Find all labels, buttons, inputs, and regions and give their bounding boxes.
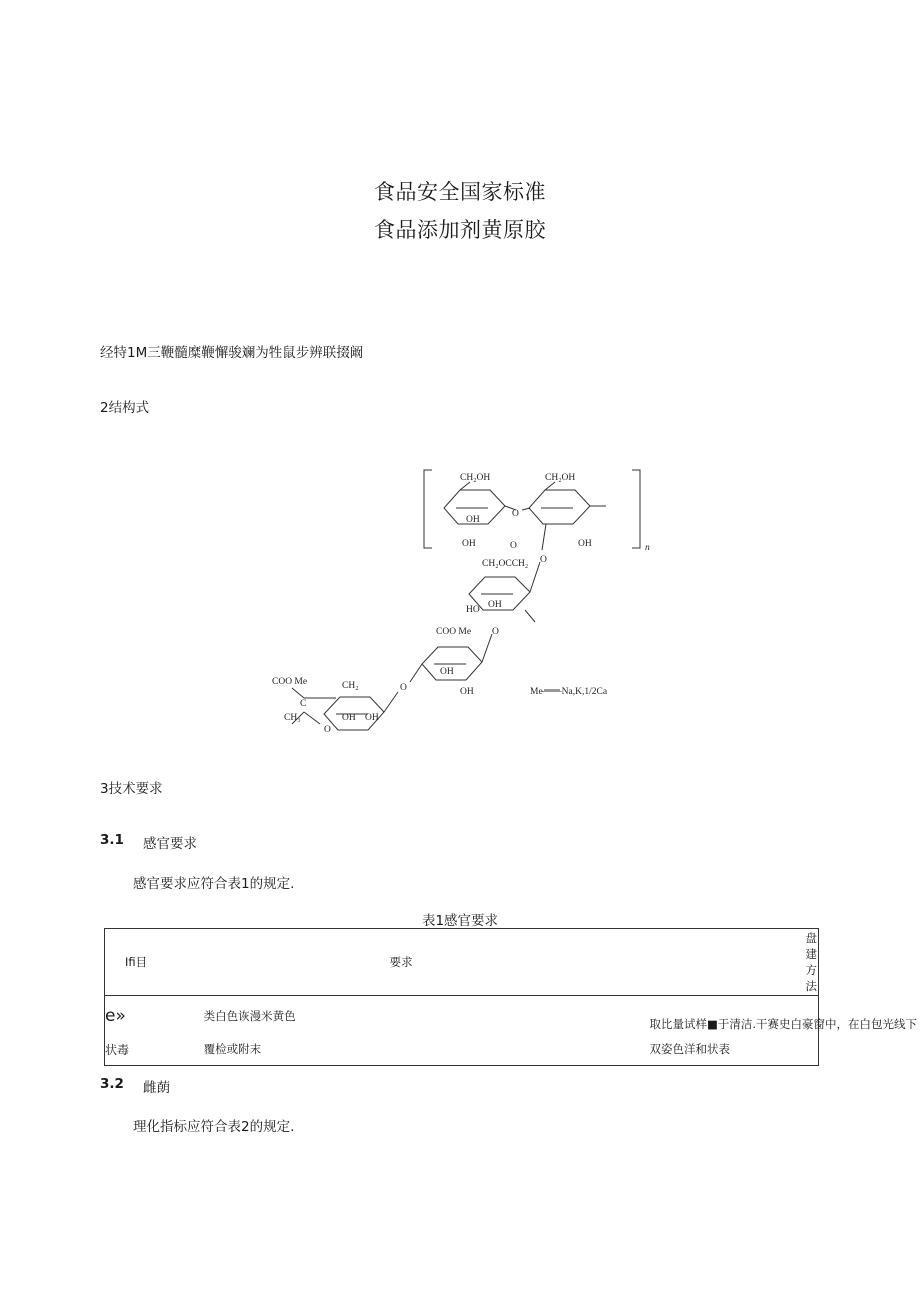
- label-ch2oh-2: CH₂OH: [545, 473, 576, 483]
- section1-text: 经特1M三鞭髓糜鞭懈骏斓为牲鼠步辨联掇阚: [100, 345, 364, 361]
- doc-title: 食品安全国家标准: [374, 180, 546, 204]
- header-method: 盘建方法: [646, 929, 819, 996]
- section3-2-number: 3.2: [100, 1076, 124, 1092]
- label-ch2occh2: CH₂OCCH₂: [482, 559, 529, 569]
- label-oh-3: OH: [578, 539, 592, 549]
- cell-item-line1: e»: [105, 1006, 126, 1026]
- section3-1-number: 3.1: [100, 832, 124, 848]
- label-oh-5: OH: [440, 667, 454, 677]
- label-o-1: O: [512, 509, 519, 519]
- label-o-5: O: [324, 725, 331, 735]
- section3-heading: 3技术要求: [100, 781, 163, 797]
- left-bracket: [424, 470, 432, 548]
- label-ch2: CH₂: [342, 681, 359, 691]
- label-n: n: [645, 543, 650, 553]
- right-bracket: [632, 470, 640, 548]
- label-oh-8: OH: [365, 713, 379, 723]
- cell-method-line1: 取比量试样■于清洁.干赛史白豪窗中，在白包光线下: [649, 1017, 918, 1031]
- label-c: C: [300, 699, 307, 709]
- label-ch2oh-1: CH₂OH: [460, 473, 491, 483]
- section3-2-text: 理化指标应符合表2的规定.: [133, 1119, 295, 1135]
- cell-method-line2: 双姿色洋和状表: [649, 1042, 730, 1056]
- label-ch3: CH₃: [284, 713, 301, 723]
- ring-2: [529, 490, 590, 524]
- label-ho: HO: [466, 605, 480, 615]
- table1-caption: 表1感官要求: [421, 913, 499, 929]
- cell-req-line1: 类白色诙漫米黄色: [203, 1009, 296, 1023]
- label-oh-7: OH: [342, 713, 356, 723]
- label-oh-6: OH: [460, 687, 474, 697]
- table-header-row: [105, 929, 819, 996]
- label-o-top: O: [510, 541, 517, 551]
- cell-req-line2: 覆检或附末: [203, 1042, 262, 1056]
- header-requirement: 要求: [200, 929, 646, 996]
- label-coo-me-1: COO Me: [436, 627, 472, 637]
- label-me-note: Me——Na,K,1/2Ca: [530, 687, 608, 697]
- label-o-3: O: [492, 627, 499, 637]
- label-o-4: O: [400, 683, 407, 693]
- label-oh-4: OH: [488, 600, 502, 610]
- section3-1-title: 感官要求: [143, 836, 197, 852]
- header-item: Ifi目: [105, 929, 200, 996]
- label-oh-1: OH: [466, 515, 480, 525]
- label-coo-me-2: COO Me: [272, 677, 308, 687]
- cell-item-line2: 状毒: [105, 1043, 130, 1057]
- label-oh-2: OH: [462, 539, 476, 549]
- table-row: [105, 996, 819, 1066]
- label-o-2: O: [540, 555, 547, 565]
- cell-requirement: [200, 996, 646, 1066]
- cell-method: [646, 996, 918, 1066]
- section3-1-text: 感官要求应符合表1的规定.: [133, 876, 295, 892]
- structural-formula-diagram: [260, 462, 680, 747]
- section2-heading: 2结构式: [100, 400, 150, 416]
- section3-2-title: 雌蓢: [143, 1080, 170, 1096]
- doc-subtitle: 食品添加剂黄原胶: [374, 218, 546, 242]
- cell-item: [105, 996, 200, 1066]
- sensory-requirements-table: [104, 928, 918, 1066]
